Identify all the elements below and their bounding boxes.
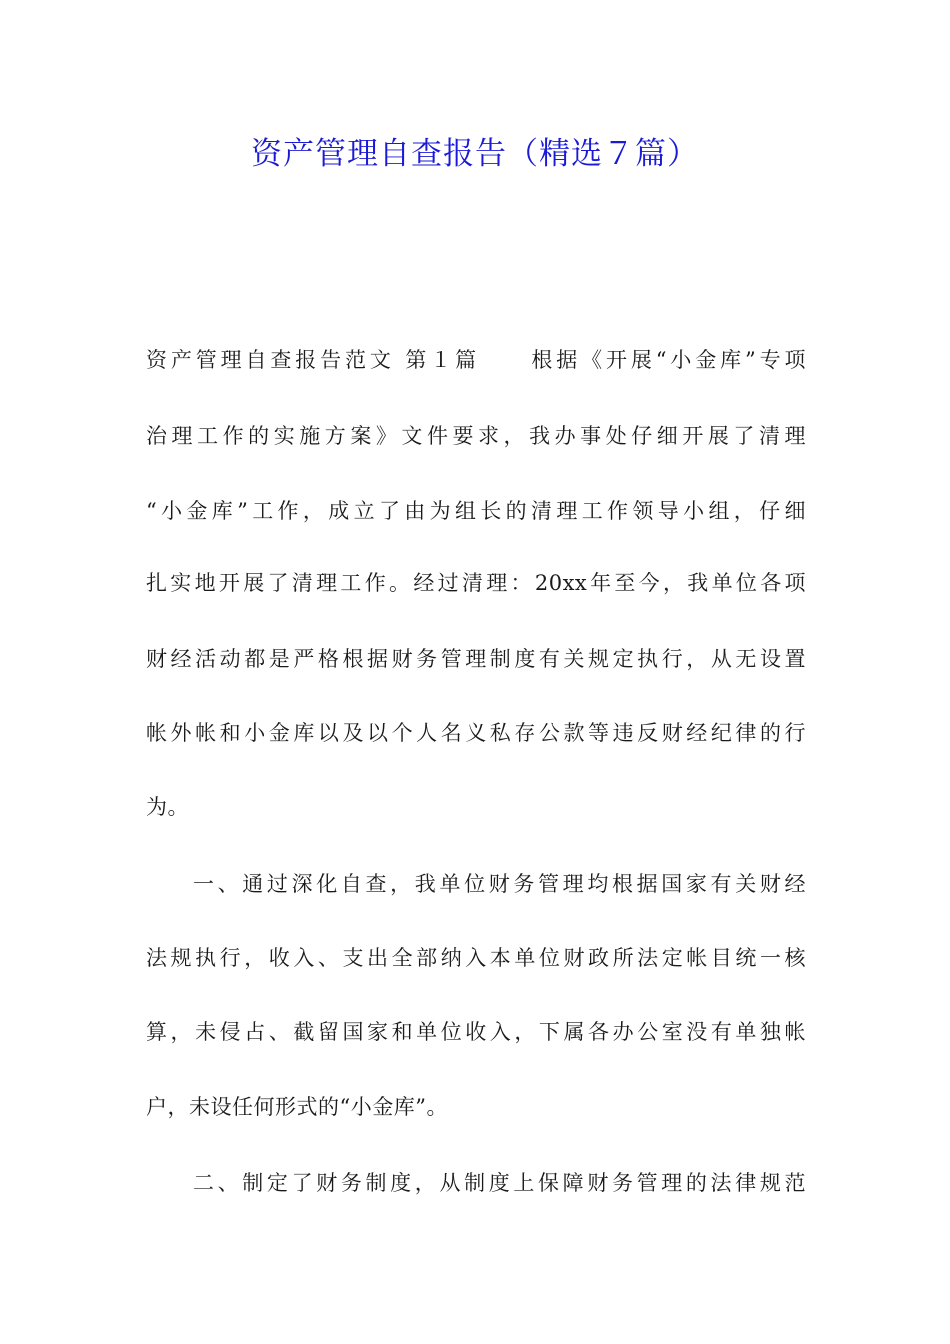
paragraph-line-2: 治理工作的实施方案》文件要求，我办事处仔细开展了清理 bbox=[146, 424, 806, 448]
paragraph-line-7: 为。 bbox=[146, 795, 189, 819]
paragraph-text: 根据《开展“小金库”专项 bbox=[527, 348, 806, 372]
paragraph-line-10: 算，未侵占、截留国家和单位收入，下属各办公室没有单独帐 bbox=[146, 1020, 806, 1044]
paragraph-line-4: 扎实地开展了清理工作。经过清理：20xx年至今，我单位各项 bbox=[146, 571, 806, 595]
document-title: 资产管理自查报告（精选７篇） bbox=[251, 136, 699, 172]
paragraph-line-6: 帐外帐和小金库以及以个人名义私存公款等违反财经纪律的行 bbox=[146, 721, 806, 745]
paragraph-line-8: 一、通过深化自查，我单位财务管理均根据国家有关财经 bbox=[193, 872, 806, 896]
paragraph-line-9: 法规执行，收入、支出全部纳入本单位财政所法定帐目统一核 bbox=[146, 946, 806, 970]
paragraph-line-5: 财经活动都是严格根据财务管理制度有关规定执行，从无设置 bbox=[146, 647, 806, 671]
paragraph-line-3: “小金库”工作，成立了由为组长的清理工作领导小组，仔细 bbox=[146, 499, 806, 523]
paragraph-line-11: 户，未设任何形式的“小金库”。 bbox=[146, 1095, 448, 1119]
section-heading: 资产管理自查报告范文 第１篇 bbox=[146, 348, 480, 372]
paragraph-line-12: 二、制定了财务制度，从制度上保障财务管理的法律规范 bbox=[193, 1171, 806, 1195]
paragraph-line-1 bbox=[146, 345, 806, 375]
